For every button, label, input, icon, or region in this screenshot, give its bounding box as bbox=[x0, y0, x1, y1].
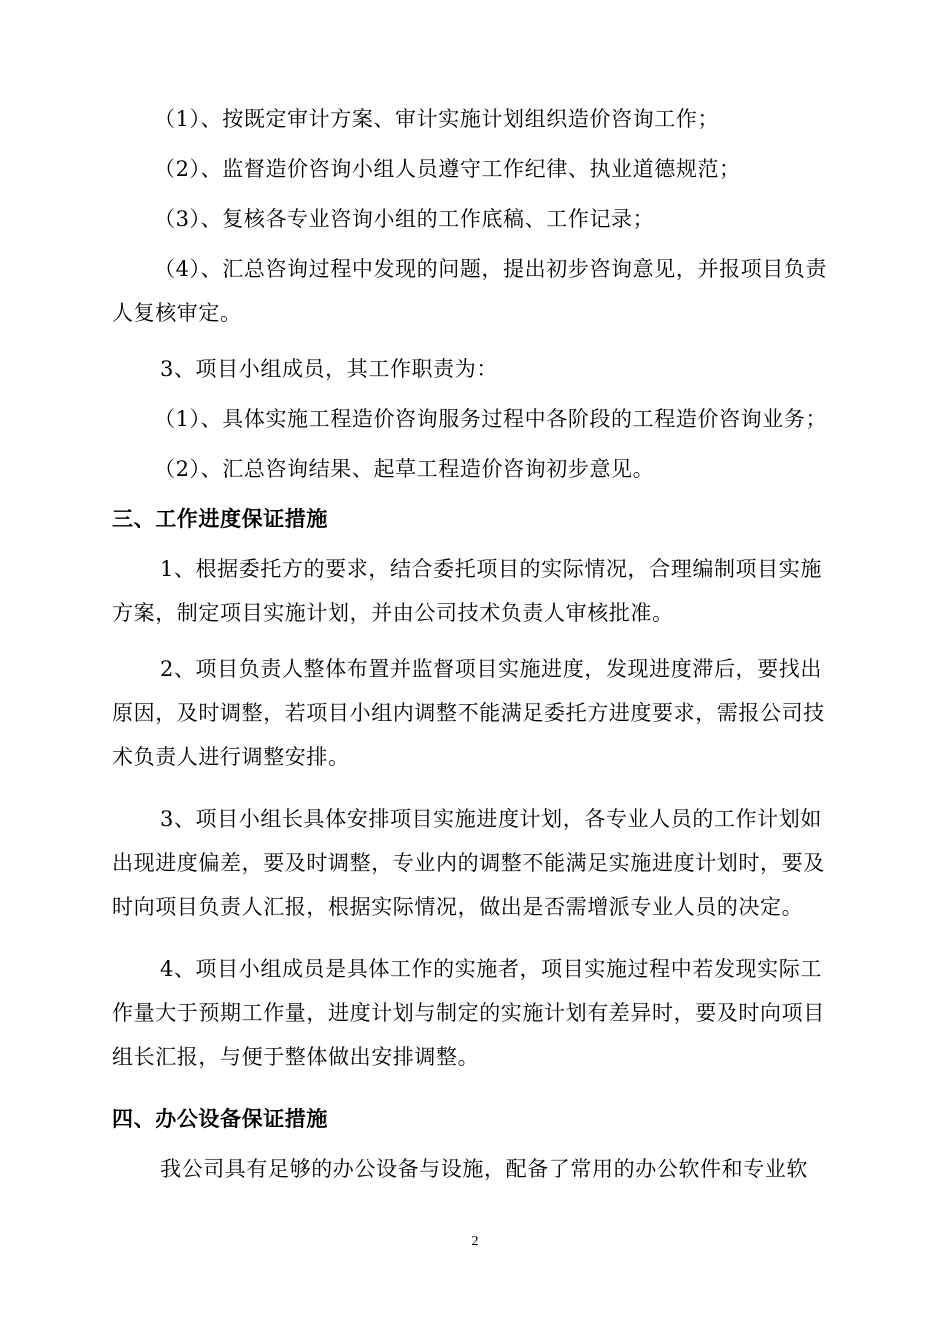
section-heading-equipment: 四、办公设备保证措施 bbox=[112, 1106, 328, 1131]
section-heading-schedule: 三、工作进度保证措施 bbox=[112, 506, 328, 531]
paragraph-member-duty-1: （1）、具体实施工程造价咨询服务过程中各阶段的工程造价咨询业务； bbox=[154, 407, 828, 431]
paragraph-schedule-3: 3、项目小组长具体安排项目实施进度计划，各专业人员的工作计划如出现进度偏差，要及时调整，专业内的调整不能满足实施进度计划时，要及时向项目负责人汇报，根据实际情况，做出是否需增派专业人员的决定。 bbox=[112, 807, 825, 919]
paragraph-schedule-1: 1、根据委托方的要求，结合委托项目的实际情况，合理编制项目实施方案，制定项目实施计划，并由公司技术负责人审核批准。 bbox=[112, 557, 822, 625]
paragraph-member-duties: 3、项目小组成员，其工作职责为： bbox=[160, 357, 498, 381]
paragraph-schedule-2: 2、项目负责人整体布置并监督项目实施进度，发现进度滞后，要找出原因，及时调整，若项目小组内调整不能满足委托方进度要求，需报公司技术负责人进行调整安排。 bbox=[112, 657, 825, 769]
paragraph-duty-1: （1）、按既定审计方案、审计实施计划组织造价咨询工作； bbox=[154, 107, 720, 131]
paragraph-duty-3: （3）、复核各专业咨询小组的工作底稿、工作记录； bbox=[154, 207, 655, 231]
paragraph-member-duty-2: （2）、汇总咨询结果、起草工程造价咨询初步意见。 bbox=[154, 457, 655, 481]
paragraph-equipment-1: 我公司具有足够的办公设备与设施，配备了常用的办公软件和专业软 bbox=[160, 1157, 808, 1181]
paragraph-schedule-4: 4、项目小组成员是具体工作的实施者，项目实施过程中若发现实际工作量大于预期工作量，进度计划与制定的实施计划有差异时，要及时向项目组长汇报，与便于整体做出安排调整。 bbox=[112, 957, 825, 1069]
page-number: 2 bbox=[471, 1234, 479, 1249]
paragraph-duty-4: （4）、汇总咨询过程中发现的问题，提出初步咨询意见，并报项目负责人复核审定。 bbox=[112, 257, 828, 325]
paragraph-duty-2: （2）、监督造价咨询小组人员遵守工作纪律、执业道德规范； bbox=[154, 157, 741, 181]
